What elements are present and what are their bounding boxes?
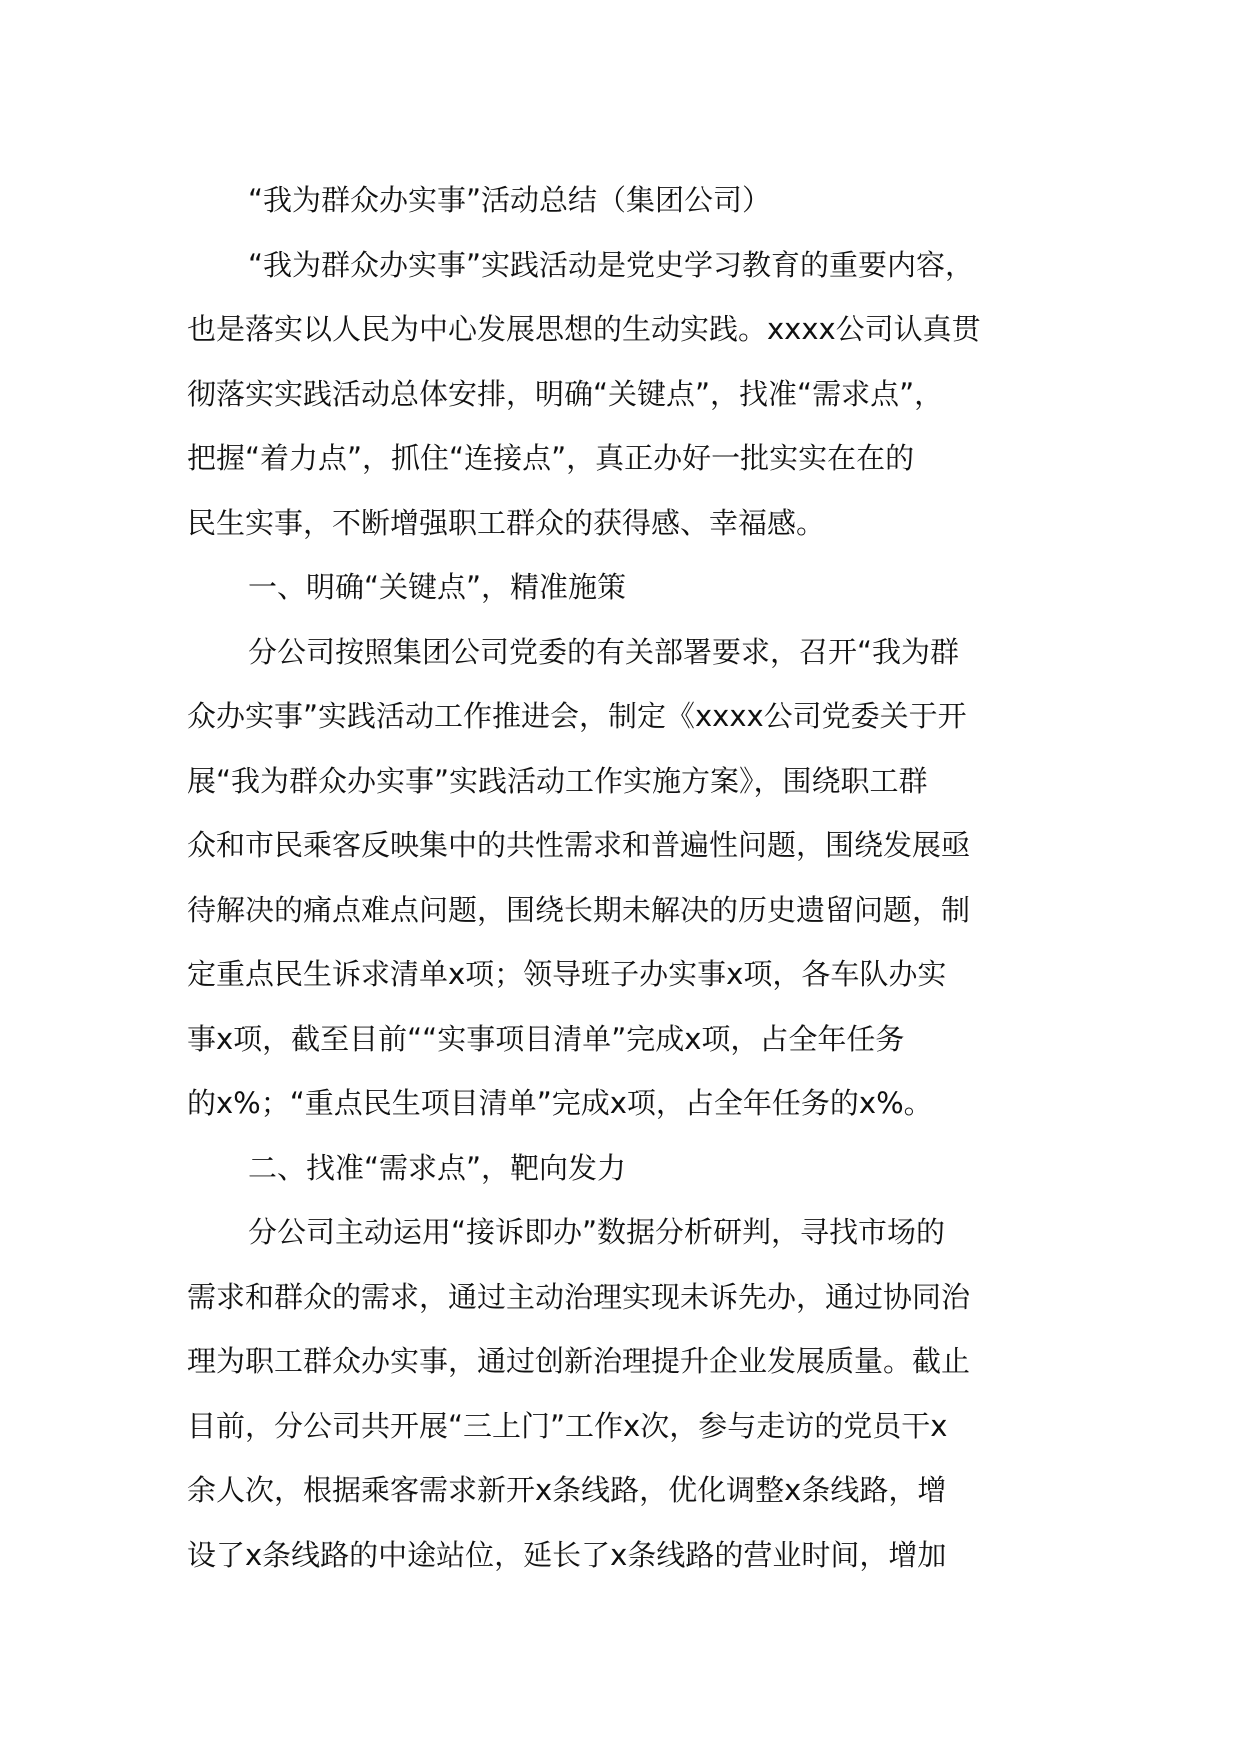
section-heading: 二、找准“需求点”，靶向发力 xyxy=(248,1150,627,1185)
paragraph-line: 余人次，根据乘客需求新开x条线路，优化调整x条线路，增 xyxy=(187,1473,947,1507)
paragraph-line: 分公司主动运用“接诉即办”数据分析研判，寻找市场的 xyxy=(248,1215,946,1249)
paragraph-line: 待解决的痛点难点问题，围绕长期未解决的历史遗留问题，制 xyxy=(187,892,971,927)
document-title: “我为群众办实事”活动总结（集团公司） xyxy=(248,183,772,217)
paragraph-line: 定重点民生诉求清单x项；领导班子办实事x项，各车队办实 xyxy=(187,957,947,991)
paragraph-line: 众办实事”实践活动工作推进会，制定《xxxx公司党委关于开 xyxy=(187,699,967,733)
paragraph-line: 展“我为群众办实事”实践活动工作实施方案》，围绕职工群 xyxy=(187,763,928,798)
paragraph-line: 分公司按照集团公司党委的有关部署要求，召开“我为群 xyxy=(248,634,960,669)
document-body xyxy=(187,168,1067,1587)
paragraph-line: 众和市民乘客反映集中的共性需求和普遍性问题，围绕发展亟 xyxy=(187,828,971,862)
paragraph-line: 需求和群众的需求，通过主动治理实现未诉先办，通过协同治 xyxy=(187,1279,971,1314)
section-heading: 一、明确“关键点”，精准施策 xyxy=(248,570,627,604)
paragraph-line: 民生实事，不断增强职工群众的获得感、幸福感。 xyxy=(187,505,826,540)
paragraph-line: 也是落实以人民为中心发展思想的生动实践。xxxx公司认真贯 xyxy=(187,312,981,346)
paragraph-line: 彻落实实践活动总体安排，明确“关键点”，找准“需求点”， xyxy=(187,376,944,411)
paragraph-line: 的x%；“重点民生项目清单”完成x项，占全年任务的x%。 xyxy=(187,1086,933,1120)
paragraph-line: 理为职工群众办实事，通过创新治理提升企业发展质量。截止 xyxy=(187,1344,971,1378)
paragraph-line: 目前，分公司共开展“三上门”工作x次，参与走访的党员干x xyxy=(187,1408,948,1443)
paragraph-line: 设了x条线路的中途站位，延长了x条线路的营业时间，增加 xyxy=(187,1537,947,1572)
paragraph-line: “我为群众办实事”实践活动是党史学习教育的重要内容， xyxy=(248,247,975,282)
paragraph-line: 事x项，截至目前““实事项目清单”完成x项，占全年任务 xyxy=(187,1021,905,1056)
paragraph-line: 把握“着力点”，抓住“连接点”，真正办好一批实实在在的 xyxy=(187,441,915,475)
